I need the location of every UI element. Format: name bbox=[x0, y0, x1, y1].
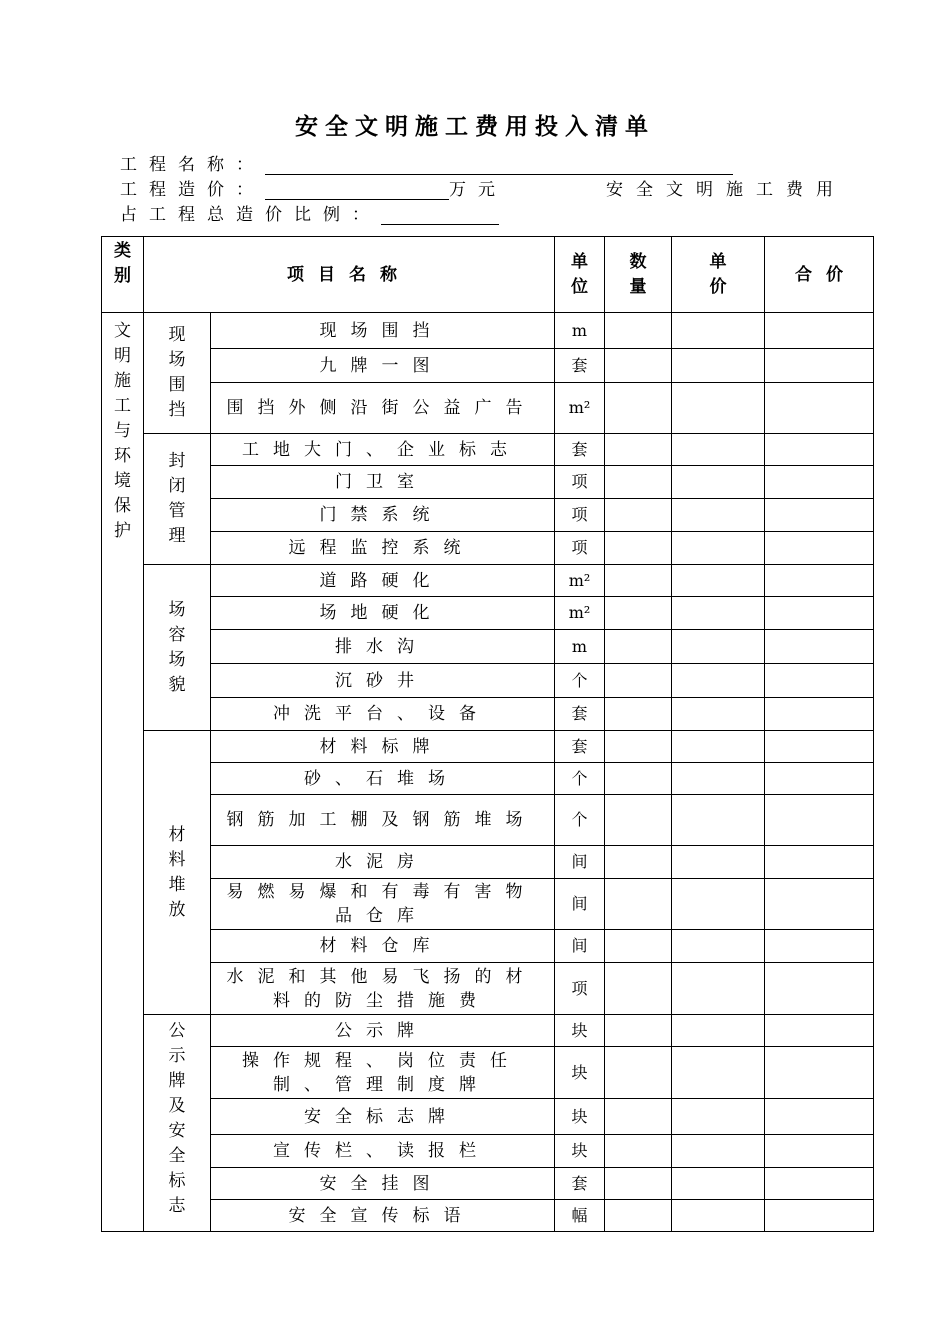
table-row bbox=[102, 383, 874, 434]
total-cell[interactable] bbox=[765, 383, 874, 434]
unit-cell: 项 bbox=[555, 466, 605, 499]
unit-cell: 块 bbox=[555, 1015, 605, 1047]
unit-price-cell[interactable] bbox=[672, 466, 765, 499]
unit-price-cell[interactable] bbox=[672, 630, 765, 664]
unit-cell: 幅 bbox=[555, 1200, 605, 1232]
quantity-cell[interactable] bbox=[605, 1099, 672, 1135]
item-name-cell: 九牌一图 bbox=[211, 349, 555, 383]
unit-cell: 间 bbox=[555, 930, 605, 963]
item-name-cell: 公示牌 bbox=[211, 1015, 555, 1047]
total-cell[interactable] bbox=[765, 698, 874, 731]
unit-price-cell[interactable] bbox=[672, 879, 765, 930]
unit-price-cell[interactable] bbox=[672, 532, 765, 565]
unit-price-cell[interactable] bbox=[672, 963, 765, 1015]
group-cell: 封 闭 管 理 bbox=[144, 434, 211, 565]
total-cell[interactable] bbox=[765, 597, 874, 630]
table-row bbox=[102, 630, 874, 664]
item-name-cell: 场地硬化 bbox=[211, 597, 555, 630]
quantity-cell[interactable] bbox=[605, 1015, 672, 1047]
unit-cell: 个 bbox=[555, 763, 605, 795]
total-cell[interactable] bbox=[765, 846, 874, 879]
item-name-cell: 安全挂图 bbox=[211, 1168, 555, 1200]
unit-price-cell[interactable] bbox=[672, 731, 765, 763]
header-unit: 单 位 bbox=[555, 237, 605, 313]
quantity-cell[interactable] bbox=[605, 383, 672, 434]
unit-price-cell[interactable] bbox=[672, 313, 765, 349]
header-quantity: 数 量 bbox=[605, 237, 672, 313]
table-row bbox=[102, 466, 874, 499]
group-cell: 现 场 围 挡 bbox=[144, 313, 211, 434]
quantity-cell[interactable] bbox=[605, 499, 672, 532]
table-row bbox=[102, 1135, 874, 1168]
ratio-field[interactable] bbox=[381, 204, 499, 225]
quantity-cell[interactable] bbox=[605, 763, 672, 795]
table-row bbox=[102, 763, 874, 795]
header-unit-price: 单 价 bbox=[672, 237, 765, 313]
item-name-cell: 排水沟 bbox=[211, 630, 555, 664]
item-name-cell: 水泥房 bbox=[211, 846, 555, 879]
item-name-cell: 沉砂井 bbox=[211, 664, 555, 698]
unit-cell: 块 bbox=[555, 1047, 605, 1099]
unit-price-cell[interactable] bbox=[672, 1015, 765, 1047]
item-name-cell: 远程监控系统 bbox=[211, 532, 555, 565]
project-cost-label: 工程造价： bbox=[120, 180, 265, 200]
total-cell[interactable] bbox=[765, 963, 874, 1015]
item-name-cell: 操作规程、岗位责任制、管理制度牌 bbox=[211, 1047, 555, 1099]
quantity-cell[interactable] bbox=[605, 565, 672, 597]
total-cell[interactable] bbox=[765, 1099, 874, 1135]
unit-cell: m² bbox=[555, 383, 605, 434]
quantity-cell[interactable] bbox=[605, 930, 672, 963]
table-row bbox=[102, 698, 874, 731]
table-row bbox=[102, 930, 874, 963]
quantity-cell[interactable] bbox=[605, 879, 672, 930]
quantity-cell[interactable] bbox=[605, 597, 672, 630]
table-row bbox=[102, 597, 874, 630]
item-name-cell: 门卫室 bbox=[211, 466, 555, 499]
unit-price-cell[interactable] bbox=[672, 597, 765, 630]
project-name-label: 工程名称： bbox=[120, 155, 265, 175]
table-row bbox=[102, 664, 874, 698]
quantity-cell[interactable] bbox=[605, 1200, 672, 1232]
table-row bbox=[102, 731, 874, 763]
project-cost-unit: 万元 bbox=[449, 180, 507, 200]
unit-cell: 块 bbox=[555, 1099, 605, 1135]
unit-price-cell[interactable] bbox=[672, 565, 765, 597]
table-row bbox=[102, 434, 874, 466]
header-category: 类 别 bbox=[102, 237, 144, 313]
table-row bbox=[102, 1200, 874, 1232]
total-cell[interactable] bbox=[765, 466, 874, 499]
item-name-cell: 围挡外侧沿街公益广告 bbox=[211, 383, 555, 434]
unit-cell: 套 bbox=[555, 731, 605, 763]
unit-cell: m² bbox=[555, 597, 605, 630]
unit-price-cell[interactable] bbox=[672, 930, 765, 963]
table-row bbox=[102, 313, 874, 349]
table-row bbox=[102, 846, 874, 879]
project-name-field[interactable] bbox=[265, 154, 733, 175]
header-total: 合价 bbox=[765, 237, 874, 313]
project-name-line bbox=[120, 150, 733, 175]
quantity-cell[interactable] bbox=[605, 963, 672, 1015]
unit-price-cell[interactable] bbox=[672, 383, 765, 434]
quantity-cell[interactable] bbox=[605, 698, 672, 731]
item-name-cell: 易燃易爆和有毒有害物品仓库 bbox=[211, 879, 555, 930]
unit-cell: 个 bbox=[555, 795, 605, 846]
unit-price-cell[interactable] bbox=[672, 1135, 765, 1168]
unit-price-cell[interactable] bbox=[672, 1200, 765, 1232]
unit-cell: 间 bbox=[555, 846, 605, 879]
quantity-cell[interactable] bbox=[605, 846, 672, 879]
quantity-cell[interactable] bbox=[605, 349, 672, 383]
quantity-cell[interactable] bbox=[605, 630, 672, 664]
table-row bbox=[102, 1099, 874, 1135]
unit-price-cell[interactable] bbox=[672, 499, 765, 532]
table-row bbox=[102, 565, 874, 597]
table-row bbox=[102, 1015, 874, 1047]
group-cell: 场 容 场 貌 bbox=[144, 565, 211, 731]
item-name-cell: 现场围挡 bbox=[211, 313, 555, 349]
unit-price-cell[interactable] bbox=[672, 1099, 765, 1135]
item-name-cell: 材料标牌 bbox=[211, 731, 555, 763]
item-name-cell: 门禁系统 bbox=[211, 499, 555, 532]
ratio-label-a: 安全文明施工费用 bbox=[606, 180, 846, 200]
table-row bbox=[102, 963, 874, 1015]
unit-cell: 个 bbox=[555, 664, 605, 698]
total-cell[interactable] bbox=[765, 1135, 874, 1168]
total-cell[interactable] bbox=[765, 795, 874, 846]
ratio-line bbox=[120, 200, 499, 225]
quantity-cell[interactable] bbox=[605, 731, 672, 763]
quantity-cell[interactable] bbox=[605, 664, 672, 698]
quantity-cell[interactable] bbox=[605, 313, 672, 349]
ratio-label-b: 占工程总造价比例： bbox=[120, 205, 381, 225]
item-name-cell: 道路硬化 bbox=[211, 565, 555, 597]
quantity-cell[interactable] bbox=[605, 795, 672, 846]
unit-cell: 套 bbox=[555, 434, 605, 466]
quantity-cell[interactable] bbox=[605, 1135, 672, 1168]
cost-table bbox=[101, 236, 874, 1232]
total-cell[interactable] bbox=[765, 1200, 874, 1232]
unit-cell: 项 bbox=[555, 963, 605, 1015]
total-cell[interactable] bbox=[765, 630, 874, 664]
unit-price-cell[interactable] bbox=[672, 763, 765, 795]
project-cost-field[interactable] bbox=[265, 179, 449, 200]
total-cell[interactable] bbox=[765, 879, 874, 930]
item-name-cell: 工地大门、企业标志 bbox=[211, 434, 555, 466]
table-row bbox=[102, 1047, 874, 1099]
unit-price-cell[interactable] bbox=[672, 434, 765, 466]
unit-cell: m bbox=[555, 313, 605, 349]
table-header-row bbox=[102, 237, 874, 313]
total-cell[interactable] bbox=[765, 499, 874, 532]
quantity-cell[interactable] bbox=[605, 532, 672, 565]
unit-price-cell[interactable] bbox=[672, 349, 765, 383]
project-cost-line bbox=[120, 175, 507, 200]
category-cell: 文 明 施 工 与 环 境 保 护 bbox=[102, 313, 144, 1232]
table-row bbox=[102, 795, 874, 846]
unit-cell: 套 bbox=[555, 349, 605, 383]
document-title: 安全文明施工费用投入清单 bbox=[295, 113, 655, 140]
unit-cell: 块 bbox=[555, 1135, 605, 1168]
total-cell[interactable] bbox=[765, 565, 874, 597]
total-cell[interactable] bbox=[765, 313, 874, 349]
table-row bbox=[102, 879, 874, 930]
total-cell[interactable] bbox=[765, 1015, 874, 1047]
unit-price-cell[interactable] bbox=[672, 664, 765, 698]
table-row bbox=[102, 532, 874, 565]
total-cell[interactable] bbox=[765, 1168, 874, 1200]
table-row bbox=[102, 1168, 874, 1200]
total-cell[interactable] bbox=[765, 532, 874, 565]
item-name-cell: 冲洗平台、设备 bbox=[211, 698, 555, 731]
group-cell: 公 示 牌 及 安 全 标 志 bbox=[144, 1015, 211, 1232]
table-row bbox=[102, 499, 874, 532]
quantity-cell[interactable] bbox=[605, 434, 672, 466]
quantity-cell[interactable] bbox=[605, 1047, 672, 1099]
item-name-cell: 钢筋加工棚及钢筋堆场 bbox=[211, 795, 555, 846]
header-item-name: 项目名称 bbox=[144, 237, 555, 313]
total-cell[interactable] bbox=[765, 731, 874, 763]
total-cell[interactable] bbox=[765, 434, 874, 466]
unit-price-cell[interactable] bbox=[672, 698, 765, 731]
unit-cell: 套 bbox=[555, 698, 605, 731]
item-name-cell: 安全宣传标语 bbox=[211, 1200, 555, 1232]
unit-price-cell[interactable] bbox=[672, 846, 765, 879]
total-cell[interactable] bbox=[765, 763, 874, 795]
unit-cell: 间 bbox=[555, 879, 605, 930]
item-name-cell: 安全标志牌 bbox=[211, 1099, 555, 1135]
item-name-cell: 水泥和其他易飞扬的材料的防尘措施费 bbox=[211, 963, 555, 1015]
item-name-cell: 砂、石堆场 bbox=[211, 763, 555, 795]
quantity-cell[interactable] bbox=[605, 466, 672, 499]
total-cell[interactable] bbox=[765, 930, 874, 963]
unit-price-cell[interactable] bbox=[672, 795, 765, 846]
total-cell[interactable] bbox=[765, 1047, 874, 1099]
item-name-cell: 宣传栏、读报栏 bbox=[211, 1135, 555, 1168]
unit-cell: m² bbox=[555, 565, 605, 597]
unit-cell: 项 bbox=[555, 499, 605, 532]
unit-cell: 套 bbox=[555, 1168, 605, 1200]
unit-price-cell[interactable] bbox=[672, 1047, 765, 1099]
table-row bbox=[102, 349, 874, 383]
item-name-cell: 材料仓库 bbox=[211, 930, 555, 963]
unit-cell: 项 bbox=[555, 532, 605, 565]
unit-cell: m bbox=[555, 630, 605, 664]
total-cell[interactable] bbox=[765, 349, 874, 383]
quantity-cell[interactable] bbox=[605, 1168, 672, 1200]
group-cell: 材 料 堆 放 bbox=[144, 731, 211, 1015]
unit-price-cell[interactable] bbox=[672, 1168, 765, 1200]
total-cell[interactable] bbox=[765, 664, 874, 698]
